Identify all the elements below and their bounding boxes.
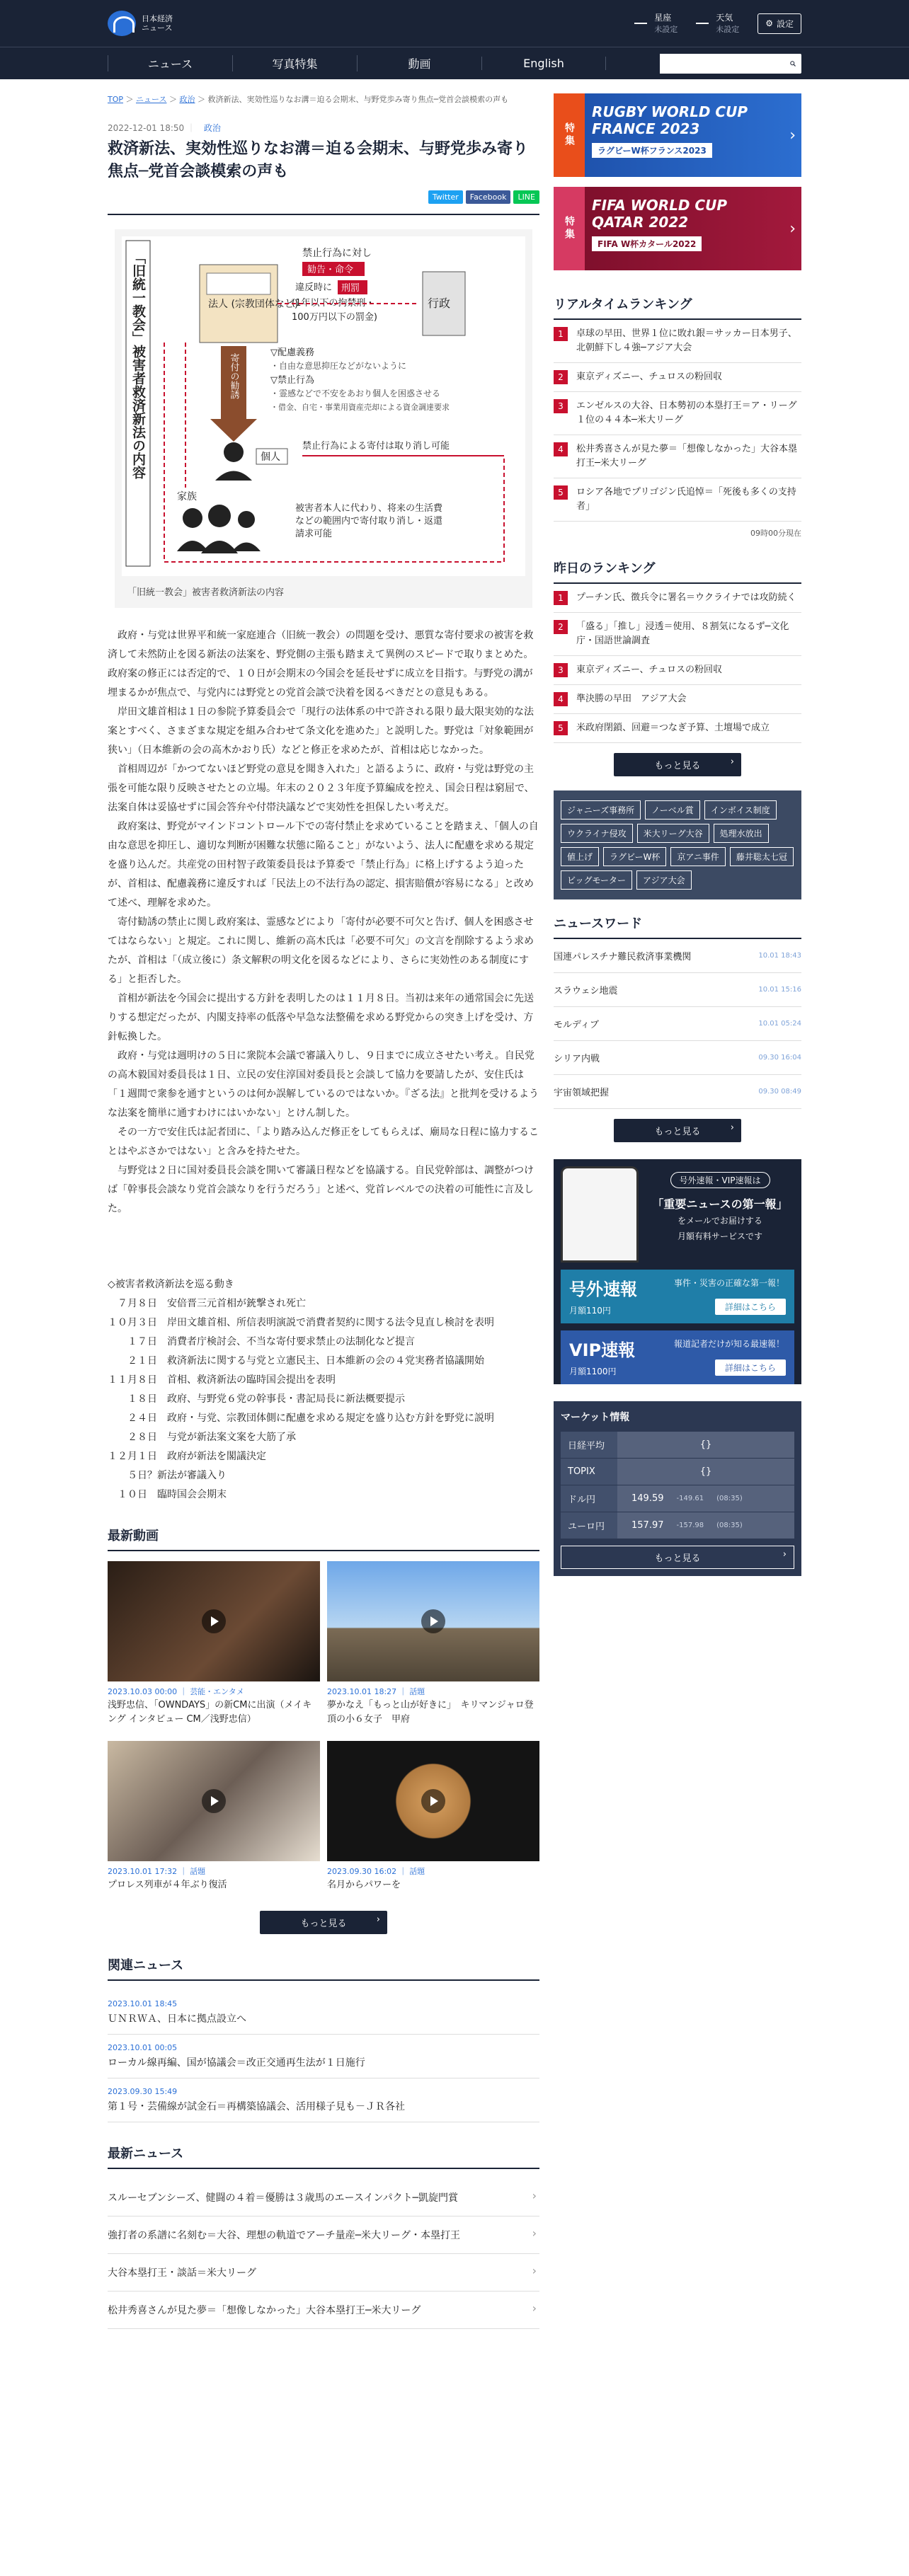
banner-tag: 特集 — [554, 187, 585, 270]
search-box — [660, 54, 801, 74]
latest-news-title: 最新ニュース — [108, 2144, 539, 2169]
vip-detail-button[interactable]: 詳細はこちら — [715, 1359, 786, 1376]
latest-news-item[interactable]: 松井秀喜さんが見た夢＝「想像しなかった」大谷本塁打王─米大リーグ › — [108, 2292, 539, 2329]
breadcrumb-top[interactable]: TOP — [108, 95, 124, 104]
video-grid — [108, 1561, 539, 1892]
market-row-eurjpy: ユーロ円 157.97 -157.98 (08:35) — [561, 1512, 794, 1539]
video-thumbnail — [327, 1741, 539, 1861]
article-figure — [115, 229, 532, 608]
diagram-family-text3: 請求可能 — [295, 529, 333, 539]
latest-news-item[interactable]: 強打者の系譜に名刻む＝大谷、理想の軌道でアーチ量産─米大リーグ・本塁打王 › — [108, 2216, 539, 2254]
diagram-family-text1: 被害者本人に代わり、将来の生活費 — [295, 503, 443, 514]
diagram-individual-label: 個人 — [261, 452, 280, 463]
chronology-line: ２１日 救済新法に関する与党と立憲民主、日本維新の会の４党実務者協議開始 — [108, 1355, 484, 1367]
chronology-line: １７日 消費者庁検討会、不当な寄付要求禁止の法制化など提言 — [108, 1336, 415, 1347]
banner-tag: 特集 — [554, 93, 585, 177]
video-title: 夢かなえ「もっと山が好きに」 キリマンジャロ登頂の小６女子 甲府 — [327, 1700, 534, 1725]
chronology-line: １０月３日 岸田文雄首相、所信表明演説で消費者契約に関する法令見直し検討を表明 — [108, 1317, 494, 1328]
play-icon — [421, 1789, 445, 1813]
ranking-item[interactable]: 4 準決勝の早田 アジア大会 — [554, 685, 801, 714]
video-card[interactable] — [108, 1561, 320, 1727]
diagram-penalty-line2: (1年以下の拘禁刑・ — [292, 298, 375, 309]
latest-videos-title: 最新動画 — [108, 1526, 539, 1551]
related-news-item[interactable]: 2023.10.01 00:05 ローカル線再編、国が協議会＝改正交通再生法が１日施行 — [108, 2035, 539, 2078]
facebook-share-button[interactable]: Facebook — [466, 190, 511, 204]
sidebar — [554, 93, 801, 2329]
nav-item-videos[interactable]: 動画 — [357, 55, 481, 71]
breadcrumb-politics[interactable]: 政治 — [179, 95, 195, 104]
weather-dash-icon — [696, 23, 709, 24]
phone-icon — [561, 1166, 639, 1263]
article-column — [108, 93, 539, 2329]
search-input[interactable] — [660, 54, 790, 74]
topic-tag[interactable]: ウクライナ侵攻 — [561, 824, 633, 843]
topic-tag[interactable]: ビッグモーター — [561, 870, 632, 890]
related-news-item[interactable]: 2023.10.01 18:45 ＵＮＲＷＡ、日本に拠点設立へ — [108, 1991, 539, 2035]
topic-tag[interactable]: ジャニーズ事務所 — [561, 800, 641, 820]
twitter-share-button[interactable]: Twitter — [428, 190, 463, 204]
topic-tag[interactable]: インボイス制度 — [704, 800, 777, 820]
mail-service-ad: 号外速報・VIP速報は 「重要ニュースの第一報」 をメールでお届けする 月額有料サービスです 号外速報 事件・災害の正確な第一報！ 月額110円 詳細はこちら VIP速報 報道記者だけが知る最速報！ 月額1100円 詳細はこちら — [554, 1159, 801, 1384]
diagram-donation-label: 寄付の勧誘 — [228, 353, 239, 399]
topic-tag[interactable]: アジア大会 — [636, 870, 692, 890]
relief-law-diagram — [122, 236, 525, 576]
chronology-line: １０日 臨時国会会期末 — [108, 1489, 227, 1500]
settings-button[interactable]: ⚙ 設定 — [758, 13, 801, 34]
chronology-line: ５日？新法が審議入り — [108, 1470, 227, 1481]
ranking-item[interactable]: 1 卓球の早田、世界１位に敗れ銀＝サッカー日本男子、北朝鮮下し４強─アジア大会 — [554, 320, 801, 363]
play-icon — [202, 1789, 226, 1813]
market-row-nikkei: 日経平均 {} — [561, 1431, 794, 1458]
page-content — [108, 79, 801, 2329]
yesterday-ranking-list — [554, 584, 801, 743]
vip-plan: VIP速報 報道記者だけが知る最速報！ 月額1100円 詳細はこちら — [561, 1330, 794, 1384]
video-meta: 2023.10.01 18:27 ｜ 話題 — [327, 1687, 425, 1696]
video-title: 浅野忠信、「OWNDAYS」の新CMに出演（メイキング インタビュー CM／浅野忠信） — [108, 1700, 312, 1725]
newsword-item[interactable]: 宇宙領域把握 09.30 08:49 — [554, 1075, 801, 1109]
diagram-prohibited-title: 禁止行為に対し — [302, 248, 372, 259]
videos-more-button[interactable]: もっと見る › — [260, 1911, 387, 1934]
ranking-item[interactable]: 5 ロシア各地でプリゴジン氏追悼＝「死後も多くの支持者」 — [554, 478, 801, 522]
video-thumbnail — [108, 1741, 320, 1861]
line-share-button[interactable]: LINE — [513, 190, 539, 204]
ranking-item[interactable]: 2 「盛る」「推し」浸透＝使用、８割気になるず─文化庁・国語世論調査 — [554, 613, 801, 656]
video-thumbnail — [108, 1561, 320, 1681]
search-icon[interactable] — [790, 58, 796, 69]
breadcrumb: TOP ＞ ニュース ＞ 政治 ＞ 救済新法、実効性巡りなお溝＝迫る会期末、与野党歩み寄り焦点─党首会談模索の声も — [108, 95, 509, 104]
market-title: マーケット情報 — [561, 1412, 630, 1423]
horoscope-widget[interactable]: 星座 未設定 — [634, 12, 678, 35]
article-paragraph: 政府案は、野党がマインドコントロール下での寄付禁止を求めていることを踏まえ、「個人の自由な意思を抑圧し、適切な判断が困難な状態に陥ること」がないよう、法人に配慮を求める規定を盛り込んだ。共産党の田村智子政策委員長は予算委で「禁止行為」に格上げするよう迫ったが、首相は、配慮義務に違反すれば「民法上の不法行為の認定、損害賠償が容易になる」と改めて述べ、理解を求めた。 — [108, 821, 539, 909]
related-news-item[interactable]: 2023.09.30 15:49 第１号・芸備線が試金石＝再構築協議会、活用様子見も－ＪＲ各社 — [108, 2078, 539, 2122]
article-paragraph: 首相周辺が「かつてないほど野党の意見を聞き入れた」と語るように、政府・与党は野党の主張を可能な限り反映させたとの立場。年末の２０２３年度予算編成を控え、国会日程は窮屈で、法案自体は妥協せずに国会答弁や付帯決議などで実効性を担保したい考えだ。 — [108, 764, 534, 813]
gogai-detail-button[interactable]: 詳細はこちら — [715, 1299, 786, 1315]
article-date: 2022-12-01 18:50 — [108, 123, 185, 133]
figure-caption: 「旧統一教会」被害者救済新法の内容 — [127, 587, 285, 598]
ranking-more-button[interactable]: もっと見る › — [614, 753, 741, 776]
diagram-admin-label: 行政 — [428, 297, 451, 310]
diagram-duty-item: ・自由な意思抑圧などがないように — [270, 361, 407, 371]
newsword-list — [554, 939, 801, 1109]
fifa-feature-banner[interactable]: 特集 FIFA WORLD CUP QATAR 2022 FIFA W杯カタール2022 › — [554, 187, 801, 270]
chronology-line: ２８日 与党が新法案文案を大筋了承 — [108, 1432, 296, 1443]
logo-icon — [108, 11, 136, 36]
article-paragraph: 与野党は２日に国対委員長会談を開いて審議日程などを協議する。自民党幹部は、調整がつけば「幹事長会談なり党首会談なりを行うだろう」と述べ、党首レベルでの決着の可能性に言及した。 — [108, 1165, 534, 1214]
video-card[interactable] — [108, 1741, 320, 1892]
topic-tag[interactable]: ノーベル賞 — [645, 800, 700, 820]
market-more-button[interactable]: もっと見る › — [561, 1546, 794, 1569]
article-title: 救済新法、実効性巡りなお溝＝迫る会期末、与野党歩み寄り焦点─党首会談模索の声も — [108, 140, 529, 180]
realtime-ranking-title: リアルタイムランキング — [554, 280, 801, 320]
newsword-item[interactable]: 国連パレスチナ難民救済事業機関 10.01 18:43 — [554, 939, 801, 973]
video-card[interactable] — [327, 1561, 539, 1727]
newsword-more-button[interactable]: もっと見る › — [614, 1119, 741, 1142]
chronology-line: ◇被害者救済新法を巡る動き — [108, 1279, 234, 1290]
topic-tag[interactable]: 藤井聡太七冠 — [730, 847, 794, 866]
diagram-ban-item1: ・霊感などで不安をあおり個人を困惑させる — [270, 389, 441, 398]
nav-item-photos[interactable]: 写真特集 — [232, 55, 357, 71]
related-news-title: 関連ニュース — [108, 1955, 539, 1981]
video-card[interactable] — [327, 1741, 539, 1892]
ranking-item[interactable]: 1 プーチン氏、徴兵令に署名＝ウクライナでは攻防続く — [554, 584, 801, 613]
chevron-right-icon: › — [789, 220, 796, 238]
video-thumbnail — [327, 1561, 539, 1681]
article-paragraph: 首相が新法を今国会に提出する方針を表明したのは１１月８日。当初は来年の通常国会に先送りする想定だったが、内閣支持率の低落や早急な法整備を求める野党からの突き上げを受け、方針転換した。 — [108, 993, 534, 1042]
nav-item-news[interactable]: ニュース — [108, 55, 232, 71]
video-meta: 2023.10.01 17:32 ｜ 話題 — [108, 1867, 206, 1876]
article-body — [108, 626, 539, 1219]
logo-text: 日本経済 ニュース — [142, 14, 173, 33]
ranking-item[interactable]: 3 東京ディズニー、チュロスの粉回収 — [554, 656, 801, 685]
diagram-ban-item2: ・借金、自宅・事業用資産売却による資金調達要求 — [270, 403, 450, 412]
diagram-cancel-text: 禁止行為による寄付は取り消し可能 — [302, 441, 450, 452]
article-paragraph: その一方で安住氏は記者団に、「より踏み込んだ修正をしてもらえば、廟局な日程に協力することはやぶさかではない」と含みを持たせた。 — [108, 1127, 539, 1157]
ranking-timestamp: 09時00分現在 — [750, 529, 801, 538]
topic-tag[interactable]: ラグビーW杯 — [603, 847, 666, 866]
article-meta: 2022-12-01 18:50 ｜ 政治 — [108, 123, 221, 133]
latest-news-item[interactable]: スルーセブンシーズ、健闘の４着＝優勝は３歳馬のエースインパクト─凱旋門賞 › — [108, 2179, 539, 2216]
main-nav — [0, 47, 909, 79]
diagram-corp-label: 法人 (宗教団体など) — [208, 299, 299, 310]
chronology-line: ２４日 政府・与党、宗教団体側に配慮を求める規定を盛り込む方針を野党に説明 — [108, 1413, 494, 1424]
diagram-penalty-line1: 違反時に — [295, 282, 333, 293]
top-bar — [0, 0, 909, 47]
article-paragraph: 政府・与党は週明けの５日に衆院本会議で審議入りし、９日までに成立させたい考え。自民党の高木毅国対委員長は１日、立民の安住淳国対委員長と会談して協力を要請したが、安住氏は「１週間で衆参を通すというのは何か誤解しているのではないか。『ざる法』と批判を受けるような法案を簡単に通すわけにはいかない」とけん制した。 — [108, 1050, 539, 1119]
diagram-advice-order: 勧告・命令 — [307, 265, 354, 275]
topic-tag[interactable]: 京アニ事件 — [670, 847, 725, 866]
ranking-item[interactable]: 5 米政府閉鎖、回避＝つなぎ予算、土壇場で成立 — [554, 714, 801, 743]
topic-tag[interactable]: 米大リーグ大谷 — [637, 824, 709, 843]
yesterday-ranking-title: 昨日のランキング — [554, 544, 801, 584]
share-buttons — [108, 190, 539, 215]
breadcrumb-current: 救済新法、実効性巡りなお溝＝迫る会期末、与野党歩み寄り焦点─党首会談模索の声も — [207, 95, 509, 104]
horoscope-dash-icon — [634, 23, 647, 24]
chronology — [108, 1275, 539, 1505]
diagram-ban-title: ▽禁止行為 — [270, 375, 314, 386]
article-paragraph: 政府・与党は世界平和統一家庭連合（旧統一教会）の問題を受け、悪質な寄付要求の被害を救済して未然防止を図る新法の法案を、野党側の主張も踏まえて異例のスピードで取りまとめた。政府案の修正には否定的で、１０日が会期末の今国会を延長せずに成立を目指す。与野党の溝が埋まるかが焦点で、与党内には野党との党首会談で決着を図るべきだとの意見もある。 — [108, 630, 534, 698]
article-paragraph: 岸田文雄首相は１日の参院予算委員会で「現行の法体系の中で許される限り最大限実効的な法案とすべく、さまざまな規定を組み合わせて条文化を進めた」と説明した。野党は「対象範囲が狭い」（日本維新の会の高木かおり氏）などと修正を求めたが、首相は応じなかった。 — [108, 706, 534, 756]
market-info — [554, 1401, 801, 1576]
chronology-line: １８日 政府、与野党６党の幹事長・書記局長に新法概要提示 — [108, 1393, 405, 1405]
video-meta: 2023.10.03 00:00 ｜ 芸能・エンタメ — [108, 1687, 244, 1696]
topic-tags — [554, 790, 801, 899]
breadcrumb-news[interactable]: ニュース — [136, 95, 167, 104]
latest-news-list — [108, 2179, 539, 2329]
article-paragraph: 寄付勧誘の禁止に関し政府案は、霊感などにより「寄付が必要不可欠と告げ、個人を困惑させてはならない」と規定。これに関し、維新の高木氏は「必要不可欠」の文言を削除するよう求めたが、首相は「（成立後に）条文解釈の明文化を図るなどにより、さらに実効性のある制度にする」と拒否した。 — [108, 916, 534, 985]
diagram-duty-title: ▽配慮義務 — [270, 347, 314, 358]
realtime-ranking-list — [554, 320, 801, 522]
diagram-family-text2: などの範囲内で寄付取り消し・返還 — [295, 516, 443, 527]
gogai-plan: 号外速報 事件・災害の正確な第一報！ 月額110円 詳細はこちら — [561, 1270, 794, 1323]
site-header — [0, 0, 909, 79]
rugby-feature-banner[interactable]: 特集 RUGBY WORLD CUP FRANCE 2023 ラグビーW杯フランス2023 › — [554, 93, 801, 177]
ranking-item[interactable]: 4 松井秀喜さんが見た夢＝「想像しなかった」大谷本塁打王─米大リーグ — [554, 435, 801, 478]
weather-widget[interactable]: 天気 未設定 — [696, 12, 739, 35]
related-news-list — [108, 1991, 539, 2122]
diagram-vertical-title: 「旧統一教会」被害者救済新法の内容 — [130, 251, 146, 479]
topic-tag[interactable]: 値上げ — [561, 847, 599, 866]
topic-tag[interactable]: 処理水放出 — [714, 824, 769, 843]
newsword-title: ニュースワード — [554, 899, 801, 939]
diagram-penalty-line3: 100万円以下の罰金) — [292, 312, 377, 323]
gear-icon: ⚙ — [765, 18, 773, 28]
article-category[interactable]: 政治 — [203, 123, 221, 133]
diagram-penalty-word: 刑罰 — [341, 283, 360, 294]
ranking-item[interactable]: 3 エンゼルスの大谷、日本勢初の本塁打王＝ア・リーグ１位の４４本─米大リーグ — [554, 392, 801, 435]
nav-item-english[interactable]: English — [481, 57, 606, 70]
chronology-line: １２月１日 政府が新法を閣議決定 — [108, 1451, 266, 1462]
video-meta: 2023.09.30 16:02 ｜ 話題 — [327, 1867, 425, 1876]
newsword-item[interactable]: モルディブ 10.01 05:24 — [554, 1007, 801, 1041]
diagram-family-label: 家族 — [177, 491, 197, 502]
play-icon — [202, 1609, 226, 1633]
market-row-topix: TOPIX {} — [561, 1458, 794, 1485]
ranking-item[interactable]: 2 東京ディズニー、チュロスの粉回収 — [554, 363, 801, 392]
site-logo[interactable] — [108, 11, 173, 36]
header-tools — [634, 0, 801, 47]
play-icon — [421, 1609, 445, 1633]
latest-news-item[interactable]: 大谷本塁打王・談話＝米大リーグ › — [108, 2254, 539, 2292]
newsword-item[interactable]: シリア内戦 09.30 16:04 — [554, 1041, 801, 1075]
video-title: 名月からパワーを — [327, 1880, 401, 1890]
market-row-usdjpy: ドル円 149.59 -149.61 (08:35) — [561, 1485, 794, 1512]
chevron-right-icon: › — [789, 127, 796, 144]
chronology-line: １１月８日 首相、救済新法の臨時国会提出を表明 — [108, 1374, 336, 1386]
newsword-item[interactable]: スラウェシ地震 10.01 15:16 — [554, 973, 801, 1007]
chronology-line: ７月８日 安倍晋三元首相が銃撃され死亡 — [108, 1298, 306, 1309]
video-title: プロレス列車が４年ぶり復活 — [108, 1880, 227, 1890]
